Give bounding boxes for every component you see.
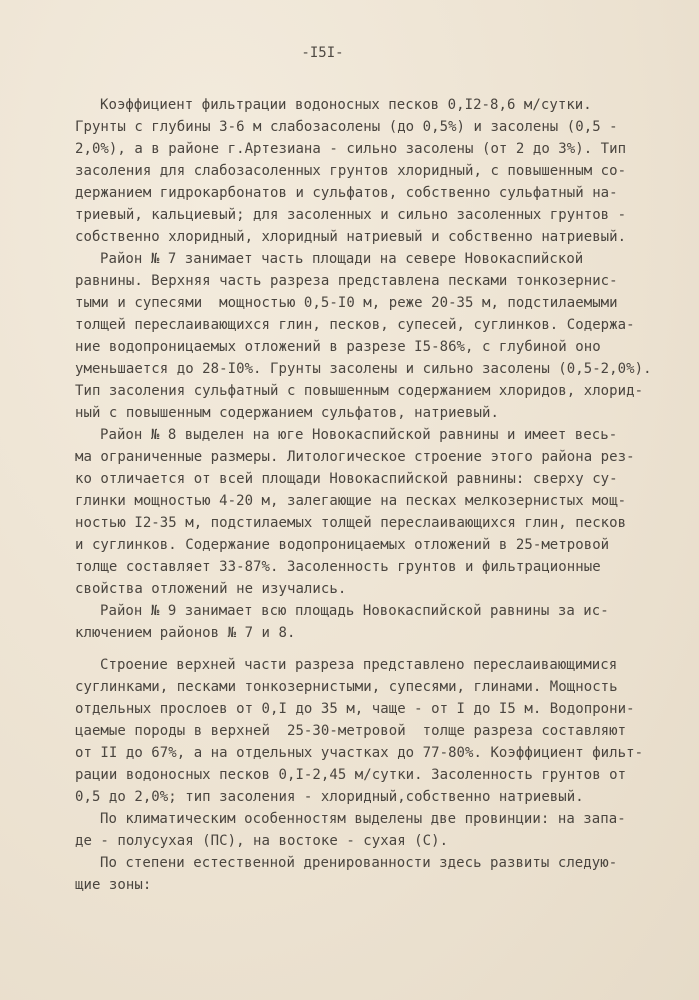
text-line: цаемые породы в верхней 25-30-метровой толще разреза составляют xyxy=(75,723,627,739)
text-line: ма ограниченные размеры. Литологическое строение этого района рез- xyxy=(75,449,635,465)
text-line: собственно хлоридный, хлоридный натриевый и собственно натриевый. xyxy=(75,229,627,245)
text-line: Район № 8 выделен на юге Новокаспийской равнины и имеет весь- xyxy=(100,427,618,443)
text-line: свойства отложений не изучались. xyxy=(75,581,347,597)
text-line: суглинками, песками тонкозернистыми, супесями, глинами. Мощность xyxy=(75,679,618,695)
text-line: Строение верхней части разреза представлено переслаивающимися xyxy=(100,657,618,673)
text-line: ключением районов № 7 и 8. xyxy=(75,625,296,641)
paragraph xyxy=(75,852,675,896)
text-line: толщей переслаивающихся глин, песков, супесей, суглинков. Содержа- xyxy=(75,317,635,333)
page-number: -I5I- xyxy=(301,45,344,61)
text-line: 0,5 до 2,0%; тип засоления - хлоридный,собственно натриевый. xyxy=(75,789,584,805)
paragraph xyxy=(75,248,675,424)
text-line: от II до 67%, а на отдельных участках до 77-80%. Коэффициент фильт- xyxy=(75,745,644,761)
text-line: щие зоны: xyxy=(75,877,152,893)
text-line: ко отличается от всей площади Новокаспийской равнины: сверху су- xyxy=(75,471,618,487)
text-line: тыми и супесями мощностью 0,5-I0 м, реже 20-35 м, подстилаемыми xyxy=(75,295,618,311)
text-line: Район № 9 занимает всю площадь Новокаспийской равнины за ис- xyxy=(100,603,609,619)
text-line: глинки мощностью 4-20 м, залегающие на песках мелкозернистых мощ- xyxy=(75,493,627,509)
text-line: отдельных прослоев от 0,I до 35 м, чаще - от I до I5 м. Водопрони- xyxy=(75,701,635,717)
text-line: триевый, кальциевый; для засоленных и сильно засоленных грунтов - xyxy=(75,207,627,223)
text-line: Грунты с глубины 3-6 м слабозасолены (до 0,5%) и засолены (0,5 - xyxy=(75,119,618,135)
paragraph xyxy=(75,94,675,248)
paragraph xyxy=(75,654,675,808)
document-body xyxy=(75,94,675,896)
text-line: Тип засоления сульфатный с повышенным содержанием хлоридов, хлорид- xyxy=(75,383,644,399)
text-line: 2,0%), а в районе г.Артезиана - сильно засолены (от 2 до 3%). Тип xyxy=(75,141,627,157)
text-line: ный с повышенным содержанием сульфатов, натриевый. xyxy=(75,405,499,421)
text-line: рации водоносных песков 0,I-2,45 м/сутки. Засоленность грунтов от xyxy=(75,767,627,783)
paragraph xyxy=(75,600,675,644)
text-line: уменьшается до 28-I0%. Грунты засолены и сильно засолены (0,5-2,0%). xyxy=(75,361,652,377)
text-line: равнины. Верхняя часть разреза представлена песками тонкозернис- xyxy=(75,273,618,289)
text-line: Район № 7 занимает часть площади на севере Новокаспийской xyxy=(100,251,584,267)
text-line: Коэффициент фильтрации водоносных песков 0,I2-8,6 м/сутки. xyxy=(100,97,592,113)
text-line: ностью I2-35 м, подстилаемых толщей переслаивающихся глин, песков xyxy=(75,515,627,531)
text-line: По степени естественной дренированности здесь развиты следую- xyxy=(100,855,618,871)
text-line: ние водопроницаемых отложений в разрезе I5-86%, с глубиной оно xyxy=(75,339,601,355)
paragraph xyxy=(75,424,675,600)
text-line: держанием гидрокарбонатов и сульфатов, собственно сульфатный на- xyxy=(75,185,618,201)
text-line: де - полусухая (ПС), на востоке - сухая (С). xyxy=(75,833,449,849)
text-line: и суглинков. Содержание водопроницаемых отложений в 25-метровой xyxy=(75,537,610,553)
paragraph xyxy=(75,808,675,852)
text-line: толще составляет 33-87%. Засоленность грунтов и фильтрационные xyxy=(75,559,601,575)
text-line: По климатическим особенностям выделены две провинции: на запа- xyxy=(100,811,626,827)
text-line: засоления для слабозасоленных грунтов хлоридный, с повышенным со- xyxy=(75,163,627,179)
